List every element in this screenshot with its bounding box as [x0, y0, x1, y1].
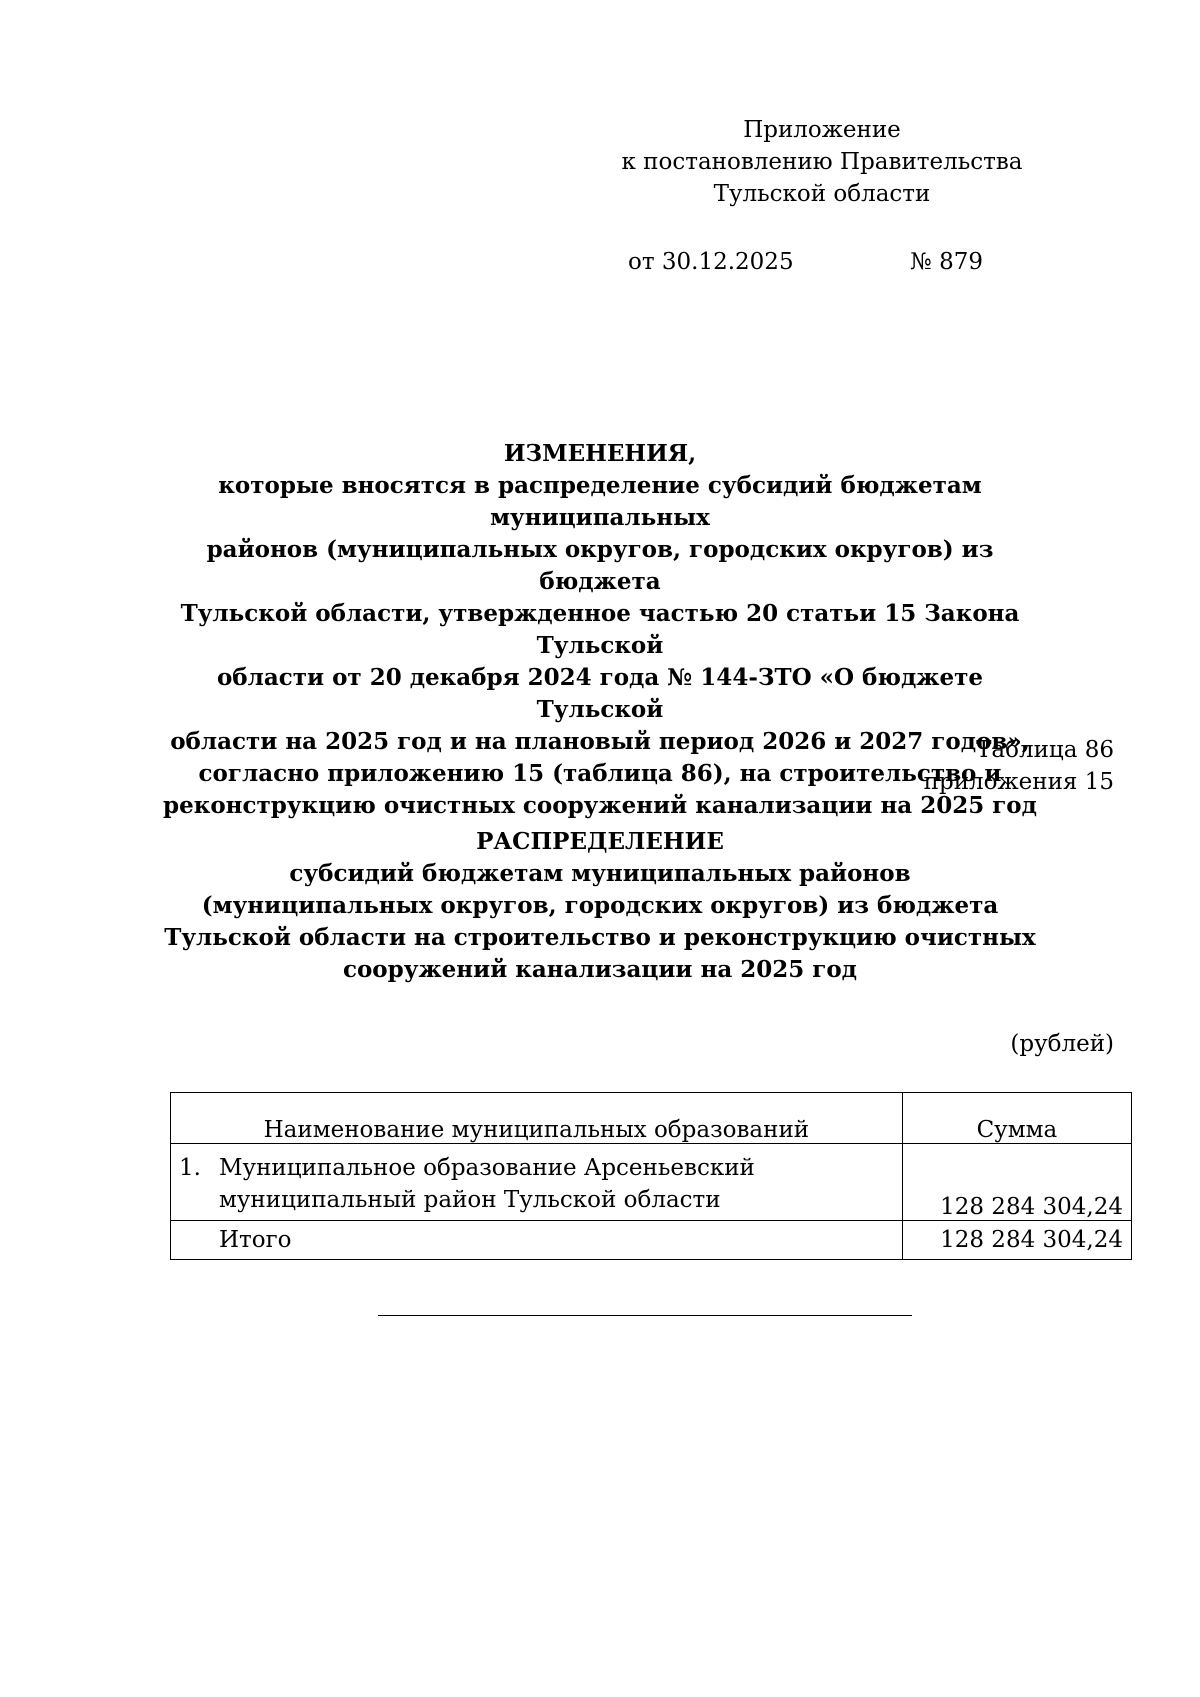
header-name: Наименование муниципальных образований — [171, 1093, 903, 1144]
changes-line: согласно приложению 15 (таблица 86), на строительство и — [198, 760, 1002, 787]
changes-line: области на 2025 год и на плановый период 2026 и 2027 годов», — [170, 728, 1030, 755]
distribution-table — [170, 1092, 1132, 1260]
distribution-line: (муниципальных округов, городских округов) из бюджета — [201, 892, 999, 919]
changes-line: которые вносятся в распределение субсидий бюджетам муниципальных — [218, 472, 982, 531]
changes-line: Тульской области, утвержденное частью 20 статьи 15 Закона Тульской — [180, 600, 1020, 659]
table-ref-line-1: Таблица 86 — [976, 737, 1114, 763]
table-ref-line-2: приложения 15 — [923, 769, 1114, 795]
appendix-line-2: к постановлению Правительства — [621, 149, 1023, 175]
distribution-line: субсидий бюджетам муниципальных районов — [289, 860, 911, 887]
changes-line: реконструкцию очистных сооружений канализации на 2025 год — [163, 792, 1037, 819]
header-sum: Сумма — [902, 1093, 1131, 1144]
total-label: Итого — [219, 1227, 292, 1253]
changes-line: районов (муниципальных округов, городских округов) из бюджета — [206, 536, 994, 595]
total-label-cell — [171, 1221, 903, 1260]
table-header-row — [171, 1093, 1132, 1144]
changes-heading: ИЗМЕНЕНИЯ, — [503, 440, 697, 467]
row-name-line-1: Муниципальное образование Арсеньевский — [219, 1155, 755, 1181]
appendix-date: от 30.12.2025 — [628, 249, 794, 275]
appendix-header — [612, 114, 1032, 210]
distribution-heading: РАСПРЕДЕЛЕНИЕ — [476, 828, 724, 855]
table-reference — [924, 734, 1114, 798]
units-note: (рублей) — [1010, 1031, 1114, 1057]
row-name-line-2: муниципальный район Тульской области — [219, 1187, 721, 1213]
appendix-line-1: Приложение — [743, 117, 901, 143]
row-sum: 128 284 304,24 — [902, 1144, 1131, 1221]
appendix-line-3: Тульской области — [713, 181, 931, 207]
changes-title — [150, 438, 1050, 822]
distribution-line: Тульской области на строительство и реконструкцию очистных — [164, 924, 1036, 951]
table-row — [171, 1144, 1132, 1221]
appendix-number: № 879 — [910, 249, 983, 275]
separator-line — [378, 1315, 912, 1316]
row-name-cell — [171, 1144, 903, 1221]
table-total-row — [171, 1221, 1132, 1260]
changes-line: области от 20 декабря 2024 года № 144-ЗТО «О бюджете Тульской — [216, 664, 984, 723]
distribution-title — [150, 826, 1050, 986]
row-name — [179, 1144, 894, 1220]
total-sum: 128 284 304,24 — [902, 1221, 1131, 1260]
distribution-line: сооружений канализации на 2025 год — [342, 956, 858, 983]
row-number: 1. — [179, 1155, 201, 1181]
